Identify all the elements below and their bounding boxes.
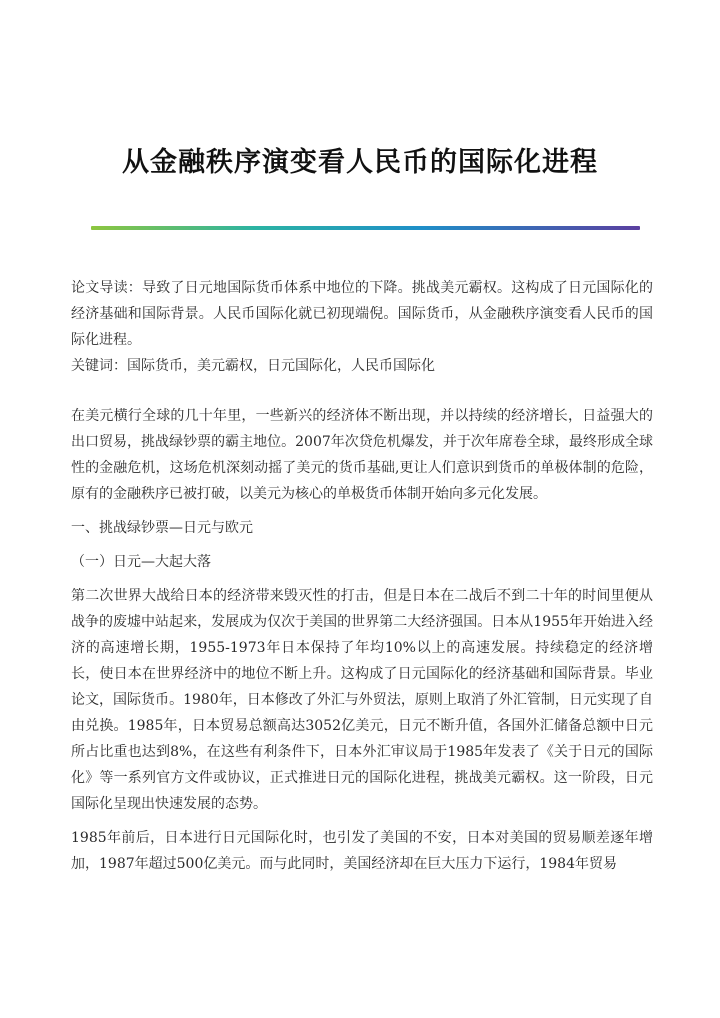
body-paragraph-3: 1985年前后，日本进行日元国际化时，也引发了美国的不安，日本对美国的贸易顺差逐年增加，1987年超过500亿美元。而与此同时，美国经济却在巨大压力下运行，1984年贸易 — [71, 830, 653, 872]
body-paragraph-2: 第二次世界大战给日本的经济带来毁灭性的打击，但是日本在二战后不到二十年的时间里便从战争的废墟中站起来，发展成为仅次于美国的世界第二大经济强国。日本从1955年开始进入经济的高速增长期，1955-1973年日本保持了年均10%以上的高速发展。持续稳定的经济增长，使日本在世界经济中的地位不断上升。这构成了日元国际化的经济基础和国际背景。毕业论文，国际货币。1980年，日本修改了外汇与外贸法，原则上取消了外汇管制，日元实现了自由兑换。1985年，日本贸易总额高达3052亿美元，日元不断升值，各国外汇储备总额中日元所占比重也达到8%，在这些有利条件下，日本外汇审议局于1985年发表了《关于日元的国际化》等一系列官方文件或协议，正式推进日元的国际化进程，挑战美元霸权。这一阶段，日元国际化呈现出快速发展的态势。 — [71, 588, 653, 812]
section-heading-2: （一）日元—大起大落 — [71, 554, 211, 570]
intro-paragraph: 论文导读：导致了日元地国际货币体系中地位的下降。挑战美元霸权。这构成了日元国际化的经济基础和国际背景。人民币国际化就已初现端倪。国际货币，从金融秩序演变看人民币的国际化进程。 — [71, 280, 653, 348]
keywords-line: 关键词：国际货币，美元霸权，日元国际化，人民币国际化 — [71, 358, 435, 374]
section-heading-1: 一、挑战绿钞票—日元与欧元 — [71, 520, 253, 536]
document-body — [71, 275, 653, 877]
title-divider — [91, 226, 640, 230]
document-title: 从金融秩序演变看人民币的国际化进程 — [122, 147, 598, 178]
body-paragraph-1: 在美元横行全球的几十年里，一些新兴的经济体不断出现，并以持续的经济增长，日益强大的出口贸易，挑战绿钞票的霸主地位。2007年次贷危机爆发，并于次年席卷全球，最终形成全球性的金融危机，这场危机深刻动摇了美元的货币基础,更让人们意识到货币的单极体制的危险，原有的金融秩序已被打破，以美元为核心的单极货币体制开始向多元化发展。 — [71, 408, 653, 502]
